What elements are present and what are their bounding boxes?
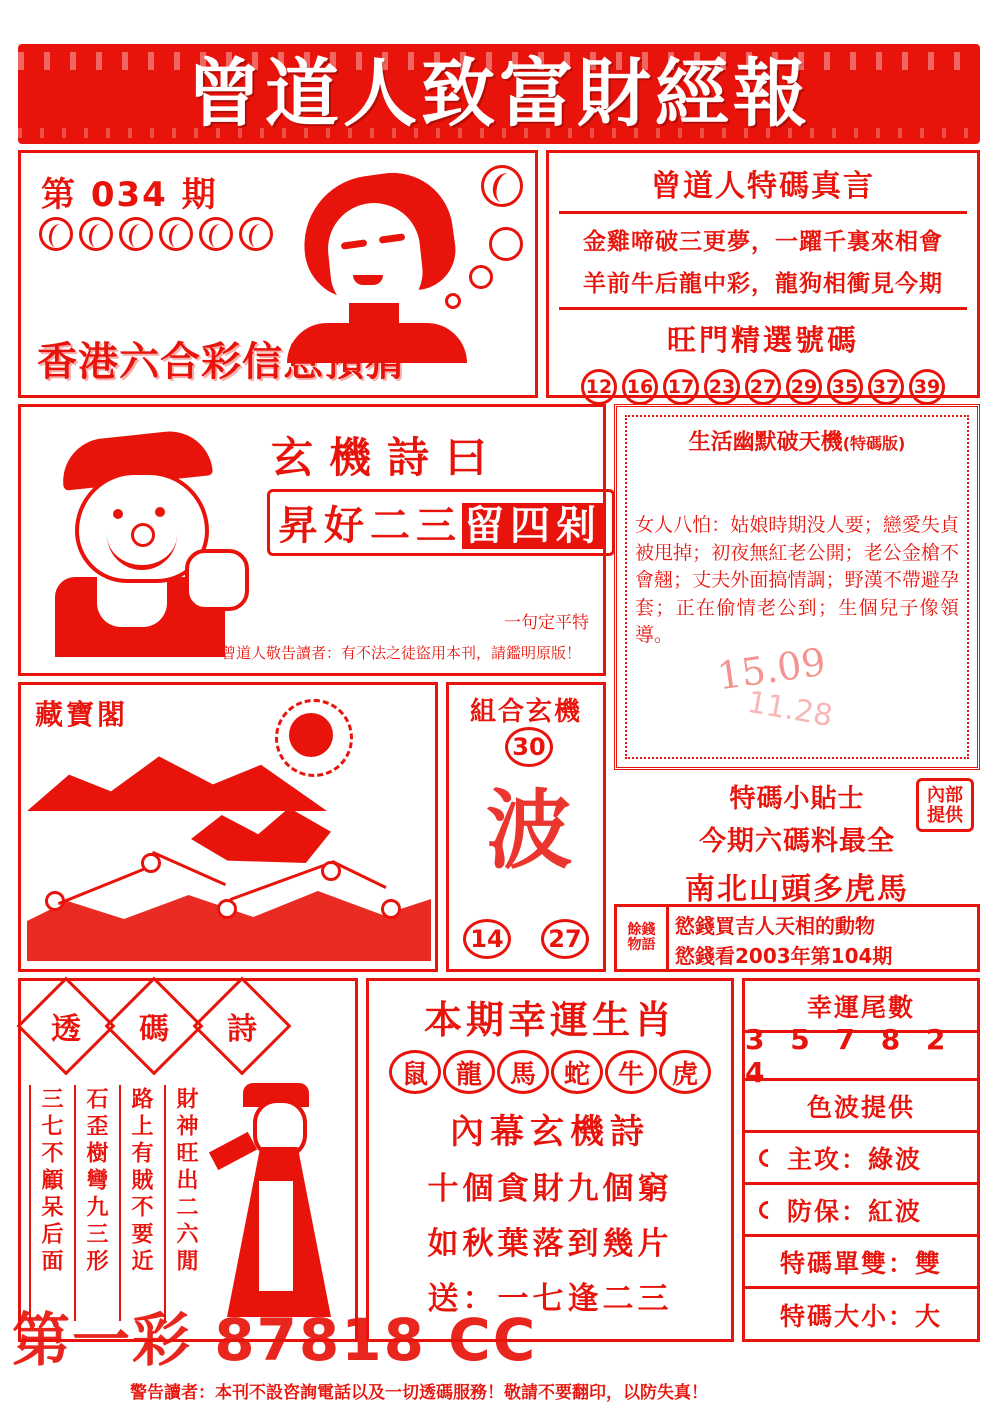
combo-title: 組合玄機 [469, 697, 582, 727]
hand-shape [185, 549, 249, 611]
inside-poem-line-2: 如秋葉落到幾片 [427, 1226, 673, 1262]
inside-poem-line-1: 十個貪財九個窮 [427, 1171, 673, 1207]
issue-number: 第 034 期 [41, 175, 218, 215]
masthead-deco-top [18, 52, 980, 70]
ball-icon [39, 217, 73, 251]
defense-row [745, 1185, 977, 1237]
lucky-zodiac-block [366, 978, 734, 1342]
map-edge [58, 868, 144, 905]
number-ball: 23 [704, 369, 740, 405]
sun-icon [289, 713, 333, 757]
shirt-shape [97, 577, 167, 627]
diamond-label: 透 [51, 1012, 81, 1047]
humor-block [614, 404, 980, 770]
number-ball: 17 [663, 369, 699, 405]
diamond-badge [193, 977, 292, 1076]
big-small-row: 特碼大小：大 [779, 1302, 942, 1331]
diamond-badge [17, 977, 116, 1076]
number-ball: 35 [827, 369, 863, 405]
main-attack-row [745, 1133, 977, 1185]
ball-icon [79, 217, 113, 251]
issue-block [18, 150, 538, 398]
zodiac-row [369, 1050, 731, 1094]
zodiac-badge: 蛇 [551, 1050, 603, 1094]
ball-icon [159, 217, 193, 251]
number-ball: 12 [581, 369, 617, 405]
poem-column: 財神旺出二六閒 [164, 1085, 205, 1321]
tips-line-2: 今期六碼料最全 [699, 826, 895, 857]
money-story-line-1: 慾錢買吉人天相的動物 [675, 914, 875, 938]
bubble-icon [469, 265, 493, 289]
moon-icon [755, 1197, 780, 1222]
combo-right-number: 27 [541, 919, 589, 959]
money-story-label [617, 907, 669, 969]
truth-block [546, 150, 980, 398]
number-ball: 27 [745, 369, 781, 405]
map-node [217, 899, 237, 919]
map-edge [152, 851, 226, 886]
number-ball: 37 [868, 369, 904, 405]
combo-top-number: 30 [505, 727, 553, 767]
xuanji-poem [267, 489, 615, 556]
zodiac-badge: 龍 [443, 1050, 495, 1094]
poem-block [18, 978, 358, 1342]
handwriting-mark-2: 11.28 [744, 684, 836, 735]
handwriting-mark-1: 15.09 [714, 639, 829, 699]
poem-column: 路上有賊不要近 [119, 1085, 160, 1321]
bubble-icon [489, 227, 523, 261]
lucky-tail-numbers: 3 5 7 8 2 4 [745, 1033, 977, 1081]
moon-icon [755, 1145, 780, 1170]
poem-columns [29, 1085, 205, 1321]
logo-ball-icon [481, 165, 523, 207]
humor-title-suffix: (特碼版) [842, 434, 906, 453]
defense-label: 防保：紅波 [787, 1196, 923, 1226]
combo-left-number: 14 [463, 919, 511, 959]
internal-stamp [916, 778, 974, 832]
zodiac-badge: 虎 [659, 1050, 711, 1094]
odd-even-row: 特碼單雙：雙 [745, 1237, 977, 1289]
bubble-icon [445, 293, 461, 309]
money-story-label-1: 餘錢 [627, 921, 656, 938]
main-attack-label: 主攻：綠波 [787, 1144, 923, 1174]
combo-big-character: 波 [486, 781, 572, 881]
divider [559, 211, 967, 214]
tips-line-1: 特碼小貼士 [729, 784, 865, 814]
ball-icon [199, 217, 233, 251]
truth-title: 曾道人特碼真言 [651, 169, 875, 204]
xuanji-warning: 曾道人敬告讀者：有不法之徒盜用本刊，請鑑明原版！ [221, 644, 582, 662]
xuanji-poem-plain: 昇好二三 [278, 503, 462, 549]
number-ball: 39 [909, 369, 945, 405]
number-ball: 16 [622, 369, 658, 405]
money-story-block [614, 904, 980, 972]
masthead-title: 曾道人致富財經報 [187, 51, 811, 137]
humor-title-main: 生活幽默破天機 [688, 430, 843, 455]
humor-body: 女人八怕：姑娘時期没人要；戀愛失貞被甩掉；初夜無紅老公開；老公金槍不會翹；丈夫外面搞情調；野漢不帶避孕套；正在偷情老公到；生個兒子像領導。 [635, 514, 959, 647]
site-watermark: 第一彩 87818 CC [12, 1306, 538, 1374]
xuanji-poem-highlight: 留四剁 [464, 503, 602, 549]
lucky-zodiac-title: 本期幸運生肖 [423, 998, 676, 1042]
zodiac-badge: 鼠 [389, 1050, 441, 1094]
leaf-shape [191, 803, 331, 863]
xuanji-note: 一句定平特 [504, 613, 589, 633]
diamond-label: 碼 [139, 1012, 169, 1047]
issue-ball-row [39, 217, 273, 251]
selected-numbers-row [549, 369, 977, 405]
truth-line-1: 金雞啼破三更夢，一躍千裏來相會 [583, 229, 943, 255]
tips-block [614, 778, 980, 907]
money-story-line-2: 慾錢看2003年第104期 [675, 944, 893, 968]
treasure-title: 藏寶閣 [35, 698, 129, 731]
treasure-map-block [18, 682, 438, 972]
masthead [18, 44, 980, 144]
arm-shape [209, 1132, 257, 1170]
masthead-deco-bottom [18, 128, 980, 138]
selected-numbers-title: 旺門精選號碼 [666, 323, 859, 357]
poem-column: 石歪樹彎九三形 [74, 1085, 115, 1321]
stamp-line-1: 內部 [927, 785, 963, 806]
xuanji-title: 玄機詩曰 [271, 433, 504, 482]
inside-poem-title: 內幕玄機詩 [450, 1112, 650, 1152]
eye-shape [155, 507, 165, 517]
stamp-line-2: 提供 [927, 804, 963, 826]
footer-note: 警告讀者：本刊不設咨詢電話以及一切透碼服務！敬請不要翻印，以防失真！ [130, 1383, 708, 1403]
old-man-illustration [35, 427, 265, 657]
inside-poem-line-3: 送：一七逢二三 [427, 1281, 673, 1317]
truth-line-2: 羊前牛后龍中彩，龍狗相衝見今期 [583, 271, 943, 297]
xuanji-block [18, 404, 606, 676]
diamond-badge [105, 977, 204, 1076]
zodiac-badge: 馬 [497, 1050, 549, 1094]
divider [559, 307, 967, 310]
lucky-table [742, 978, 980, 1342]
number-ball: 29 [786, 369, 822, 405]
diamond-label: 詩 [227, 1012, 257, 1047]
tips-line-3: 南北山頭多虎馬 [685, 872, 909, 907]
robe-inner-shape [259, 1181, 293, 1291]
issue-subtitle: 香港六合彩信息預猜 [37, 339, 406, 385]
eye-shape [113, 509, 123, 519]
zodiac-badge: 牛 [605, 1050, 657, 1094]
humor-title [635, 425, 959, 456]
ball-icon [119, 217, 153, 251]
money-story-lines [675, 911, 973, 971]
color-wave-title: 色波提供 [745, 1081, 977, 1133]
map-node [381, 899, 401, 919]
poem-diamond-row [31, 991, 277, 1061]
money-story-label-2: 物語 [627, 937, 656, 953]
lucky-tail-title: 幸運尾數 [745, 981, 977, 1033]
poem-column: 三七不顧呆后面 [29, 1085, 70, 1321]
combo-block [446, 682, 606, 972]
